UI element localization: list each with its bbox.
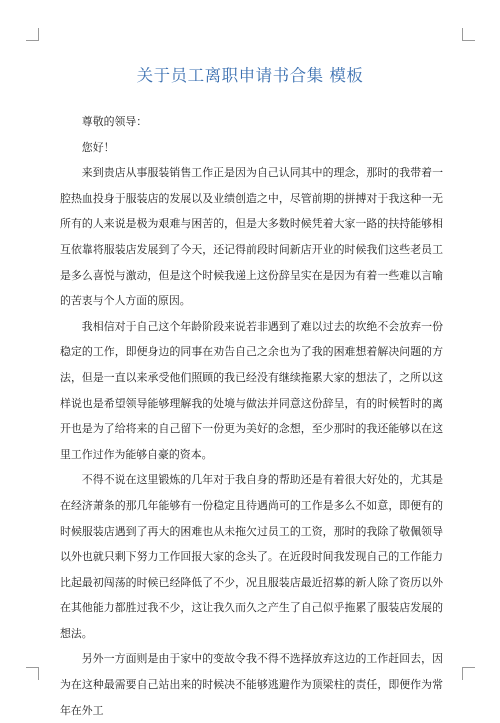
document-body bbox=[60, 109, 443, 723]
paragraph-4: 另外一方面则是由于家中的变故令我不得不选择放弃这边的工作赶回去，因为在这种最需要自己站出来的时候决不能够逃避作为顶梁柱的责任，即便作为常年在外工 bbox=[60, 652, 443, 717]
salutation: 尊敬的领导： bbox=[81, 115, 148, 128]
paragraph-1: 来到贵店从事服装销售工作正是因为自己认同其中的理念，那时的我带着一腔热血投身于服装店的发展以及业绩创造之中，尽管前期的拼搏对于我这种一无所有的人来说是极为艰难与困苦的，但是大多数时候凭着大家一路的扶持能够相互依靠将服装店发展到了今天，还记得前段时间新店开业的时候我们这些老员工是多么喜悦与激动，但是这个时候我递上这份辞呈实在是因为有着一些难以言喻的苦衷与个人方面的原因。 bbox=[60, 166, 443, 308]
crop-mark-top-left bbox=[26, 28, 39, 41]
crop-mark-bottom-left bbox=[26, 667, 39, 680]
document-title: 关于员工离职申请书合集 模板 bbox=[136, 66, 364, 85]
paragraph-3: 不得不说在这里锻炼的几年对于我自身的帮助还是有着很大好处的，尤其是在经济萧条的那几年能够有一份稳定且待遇尚可的工作是多么不如意，即便有的时候服装店遇到了再大的困难也从未拖欠过员工的工资，那时的我除了敬佩领导以外也就只剩下努力工作回报大家的念头了。在近段时间我发现自己的工作能力比起最初闯荡的时候已经降低了不少，况且服装店最近招募的新人除了资历以外在其他能力都胜过我不少，这让我久而久之产生了自己似乎拖累了服装店发展的想法。 bbox=[60, 473, 443, 640]
crop-mark-top-right bbox=[462, 28, 475, 41]
greeting: 您好！ bbox=[81, 140, 115, 154]
paragraph-2: 我相信对于自己这个年龄阶段来说若非遇到了难以过去的坎绝不会放弃一份稳定的工作，即便身边的同事在劝告自己之余也为了我的困难想着解决问题的方法，但是一直以来承受他们照顾的我已经没有继续拖累大家的想法了，之所以这样说也是希望领导能够理解我的处境与做法并同意这份辞呈，有的时候暂时的离开也是为了给将来的自己留下一份更为美好的念想，至少那时的我还能够以在这里工作过作为能够自豪的资本。 bbox=[60, 319, 443, 461]
crop-mark-bottom-right bbox=[462, 667, 475, 680]
